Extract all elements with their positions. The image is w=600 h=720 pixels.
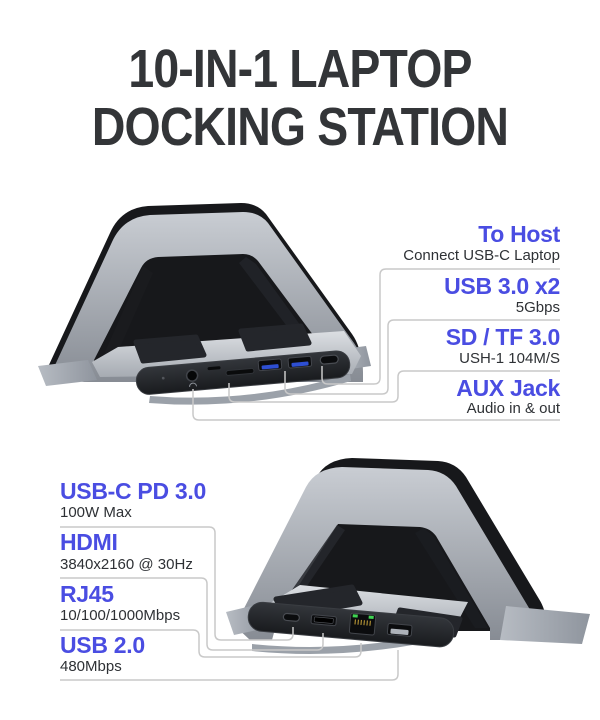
title-line-2: DOCKING STATION (91, 97, 509, 157)
callout-to-host-sub: Connect USB-C Laptop (403, 247, 560, 264)
top-dock-left-foot (38, 360, 97, 386)
hdmi-port (311, 615, 337, 626)
rj45-port (349, 613, 376, 635)
usb-a-2-port (387, 623, 412, 636)
callout-sdtf-sub: USH-1 104M/S (459, 350, 560, 367)
bottom-dock-photo (226, 458, 590, 654)
bottom-dock-right-foot (500, 606, 590, 644)
callout-rj45-label: RJ45 (60, 581, 114, 607)
aux-port (186, 370, 198, 382)
top-dock-photo (38, 203, 371, 405)
usb-a-3-port-1 (258, 359, 282, 371)
title-line-1: 10-IN-1 LAPTOP (128, 39, 472, 99)
callout-rj45-sub: 10/100/1000Mbps (60, 607, 181, 624)
callout-usb2-sub: 480Mbps (60, 658, 122, 675)
usb-c-pd-port (283, 613, 300, 621)
callout-usbc-pd-label: USB-C PD 3.0 (60, 478, 206, 504)
callout-aux-label: AUX Jack (456, 375, 560, 401)
usb-c-host-port (320, 355, 339, 365)
top-dock-pad-left (136, 337, 204, 361)
callout-hdmi-sub: 3840x2160 @ 30Hz (60, 556, 193, 573)
top-dock-pad-right (241, 326, 309, 349)
callout-usb2-label: USB 2.0 (60, 632, 145, 658)
callout-hdmi-label: HDMI (60, 529, 118, 555)
usb-a-3-port-2 (288, 356, 312, 368)
callout-usb3-label: USB 3.0 x2 (444, 273, 560, 299)
callout-usbc-pd-sub: 100W Max (60, 504, 132, 521)
callout-usb3-sub: 5Gbps (515, 299, 560, 316)
callout-to-host-label: To Host (478, 221, 560, 247)
callout-sdtf-label: SD / TF 3.0 (445, 324, 560, 350)
callout-aux-sub: Audio in & out (466, 400, 560, 417)
